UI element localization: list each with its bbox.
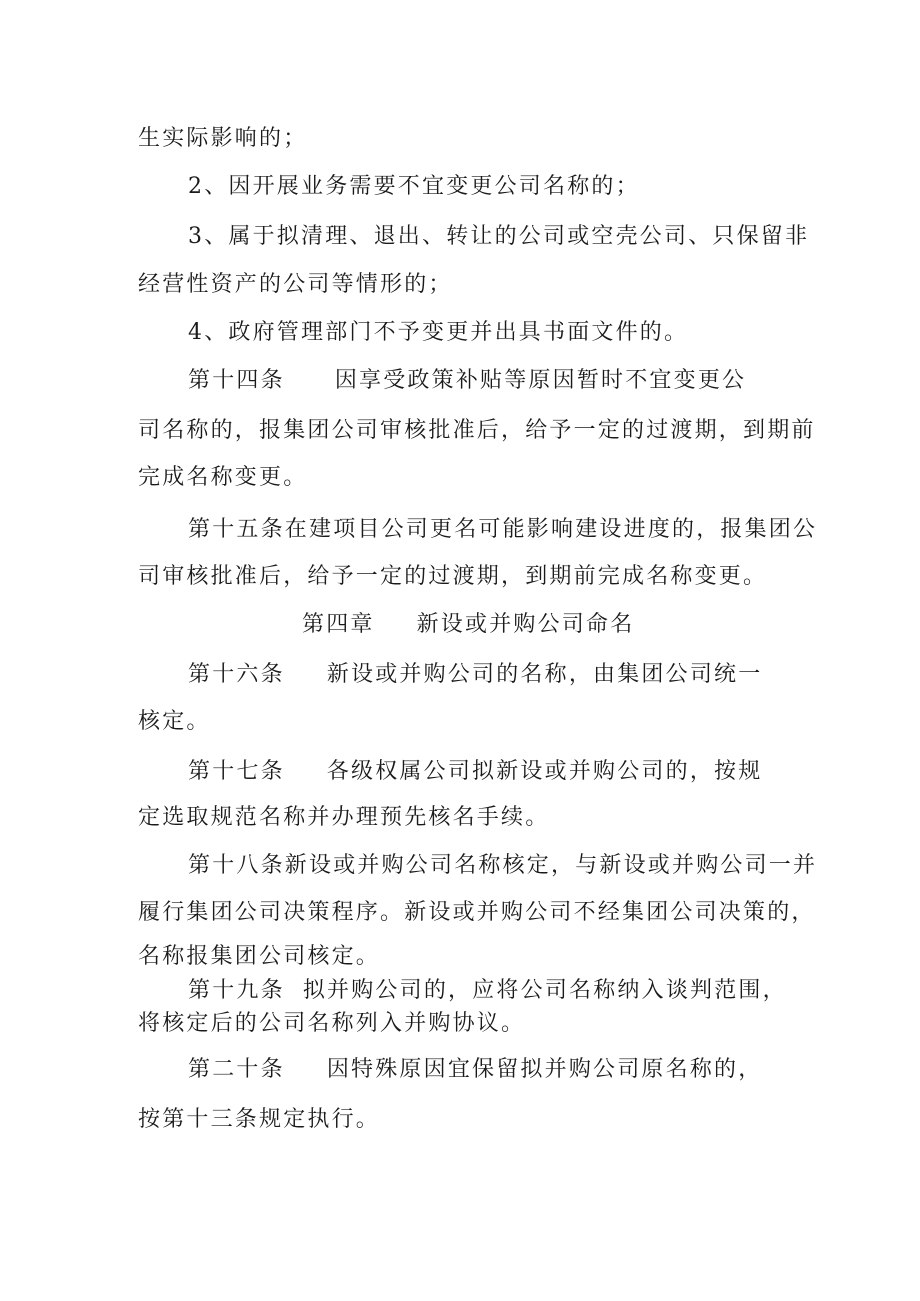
article-body: 各级权属公司拟新设或并购公司的，按规 — [326, 759, 763, 784]
paragraph-line: 经营性资产的公司等情形的； — [138, 272, 453, 297]
paragraph-line: 将核定后的公司名称列入并购协议。 — [138, 1011, 526, 1036]
article-body: 新设或并购公司的名称，由集团公司统一 — [326, 662, 763, 687]
article-heading: 第十四条 — [188, 368, 285, 393]
paragraph-line: 司审核批准后，给予一定的过渡期，到期前完成名称变更。 — [138, 564, 768, 589]
article-15: 第十五条在建项目公司更名可能影响建设进度的，报集团公 — [188, 517, 818, 542]
article-heading: 第十九条 — [188, 978, 285, 1003]
article-20 — [188, 1055, 762, 1085]
article-16 — [188, 660, 762, 690]
paragraph-line: 定选取规范名称并办理预先核名手续。 — [138, 805, 550, 830]
chapter-heading — [302, 610, 634, 640]
chapter-number: 第四章 — [302, 612, 375, 637]
list-item: 4、政府管理部门不予变更并出具书面文件的。 — [188, 320, 689, 345]
article-14 — [188, 366, 746, 396]
paragraph-line: 按第十三条规定执行。 — [138, 1107, 381, 1132]
article-heading: 第二十条 — [188, 1057, 285, 1082]
article-18: 第十八条新设或并购公司名称核定，与新设或并购公司一并 — [188, 853, 818, 878]
article-body: 因特殊原因宜保留拟并购公司原名称的， — [326, 1057, 763, 1082]
article-19 — [188, 976, 787, 1006]
article-heading: 第十七条 — [188, 759, 285, 784]
paragraph-line: 完成名称变更。 — [138, 465, 308, 490]
paragraph-line: 司名称的，报集团公司审核批准后，给予一定的过渡期，到期前 — [138, 418, 816, 443]
paragraph-line: 核定。 — [138, 709, 211, 734]
article-body: 因享受政策补贴等原因暂时不宜变更公 — [334, 368, 747, 393]
paragraph-line: 名称报集团公司核定。 — [138, 944, 381, 969]
article-heading: 第十六条 — [188, 662, 285, 687]
list-item: 2、因开展业务需要不宜变更公司名称的； — [188, 174, 640, 199]
list-item: 3、属于拟清理、退出、转让的公司或空壳公司、只保留非 — [188, 224, 810, 249]
paragraph-line: 生实际影响的； — [138, 126, 308, 151]
chapter-title: 新设或并购公司命名 — [416, 612, 635, 637]
article-body: 拟并购公司的，应将公司名称纳入谈判范围， — [302, 978, 787, 1003]
article-17 — [188, 757, 762, 787]
paragraph-line: 履行集团公司决策程序。新设或并购公司不经集团公司决策的， — [138, 900, 816, 925]
